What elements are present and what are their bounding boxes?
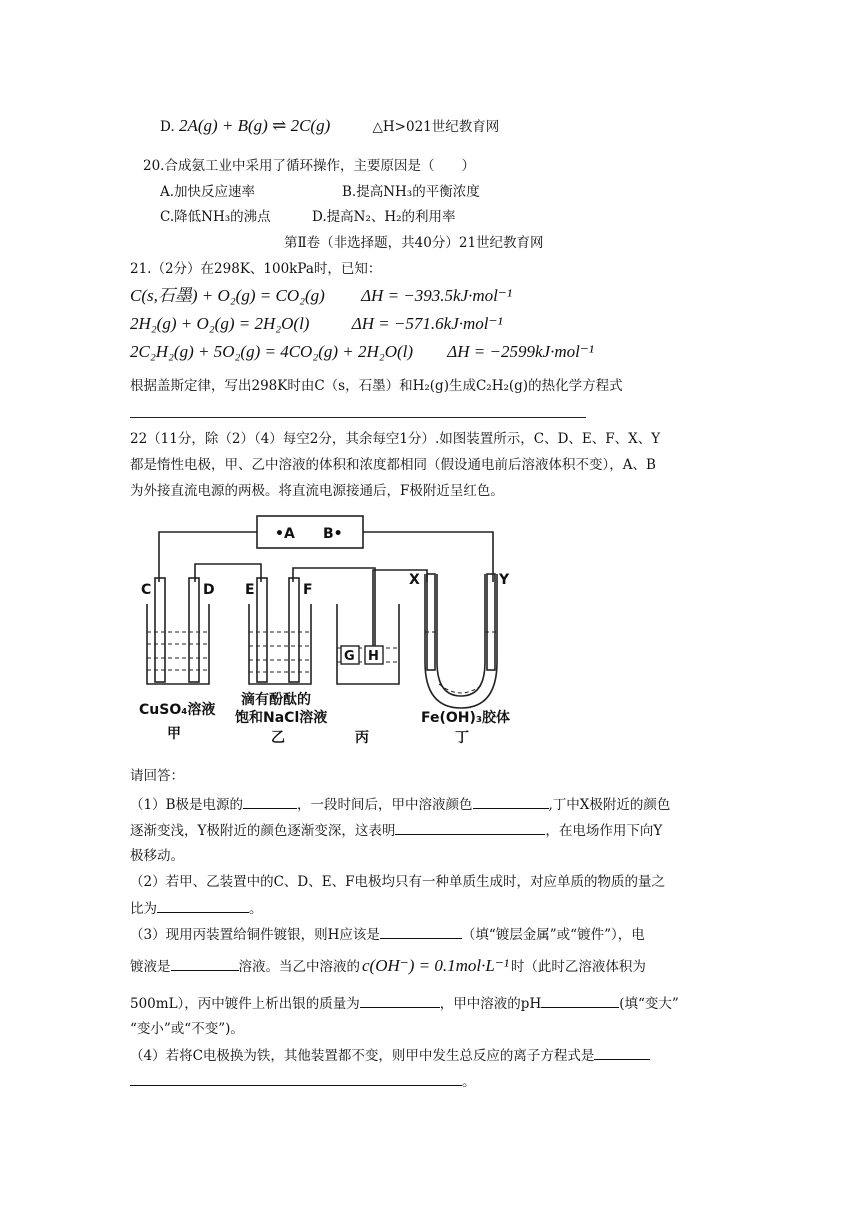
electrode-x: [427, 574, 435, 670]
q22-part4-text-b: 。: [462, 1074, 476, 1090]
cell-ding-solution-label: Fe(OH)₃胶体: [421, 710, 511, 726]
electrode-d: [189, 578, 199, 682]
q22-part2-line2: [130, 898, 263, 919]
q22-part2-line1: （2）若甲、乙装置中的C、D、E、F电极均只有一种单质生成时，对应单质的物质的量之: [130, 874, 665, 890]
electrode-e: [257, 578, 267, 682]
q22-part3-text-a: （3）现用丙装置给铜件镀银，则H应该是: [130, 927, 380, 943]
q22-part1-blank-1[interactable]: [243, 794, 297, 809]
q22-part3-line3: [130, 993, 679, 1014]
electrode-label-d: D: [203, 582, 215, 598]
q21-eq3-enthalpy: ΔH = −2599kJ·mol⁻¹: [447, 342, 594, 361]
electrode-label-g: G: [344, 649, 355, 664]
q20-option-d: D.提高N₂、H₂的利用率: [312, 209, 456, 225]
q22-part3-blank-1[interactable]: [380, 924, 462, 939]
q22-part1-text-b: ，一段时间后，甲中溶液颜色: [297, 797, 473, 813]
electrode-f: [289, 578, 299, 682]
q22-please-answer: 请回答：: [130, 768, 184, 784]
q22-part3-text-b: （填“镀层金属”或“镀件”），电: [461, 927, 645, 943]
q22-part4-line1: [130, 1045, 650, 1066]
q22-part3-blank-3[interactable]: [360, 993, 440, 1008]
cell-bing-beaker: [337, 604, 399, 684]
q21-answer-line[interactable]: [130, 417, 586, 418]
q21-eq1-enthalpy: ΔH = −393.5kJ·mol⁻¹: [361, 286, 512, 305]
q19-option-d-equation: 2A(g) + B(g) ⇌ 2C(g): [178, 116, 331, 135]
q22-part1-text-d: 逐渐变浅，Y极附近的颜色逐渐变深，这表明: [130, 823, 396, 839]
q22-part1-text-c: ,丁中X极附近的颜色: [548, 797, 671, 813]
q21-eq1: [130, 285, 512, 307]
q22-part2-blank[interactable]: [157, 898, 249, 913]
q22-part3-text-g: ，甲中溶液的pH: [439, 996, 542, 1012]
cell-yi-name: 乙: [271, 730, 285, 746]
q22-part2-text-b: 比为: [130, 901, 157, 917]
q22-part1-blank-2[interactable]: [473, 794, 549, 809]
cell-jia-name: 甲: [167, 726, 181, 742]
q20-option-a: A.加快反应速率: [160, 184, 256, 200]
q22-part3-text-f: 500mL），丙中镀件上析出银的质量为: [130, 996, 360, 1012]
wire-left: [159, 532, 257, 582]
q22-part1-line1: [130, 794, 670, 815]
q22-part4-blank-1[interactable]: [594, 1045, 650, 1060]
q22-part1-blank-3[interactable]: [395, 820, 545, 835]
wire-f-g: [293, 568, 375, 652]
cell-jia-solution-label: CuSO₄溶液: [139, 702, 216, 718]
power-label-a: •A: [275, 526, 295, 542]
q22-part1-line3: 极移动。: [130, 848, 184, 864]
electrode-label-y: Y: [499, 572, 510, 588]
q22-line3: 为外接直流电源的两极。将直流电源接通后，F极附近呈红色。: [130, 483, 504, 499]
q22-part3-formula: c(OH⁻) = 0.1mol·L⁻¹: [362, 956, 509, 975]
q22-line2: 都是惰性电极，甲、乙中溶液的体积和浓度都相同（假设通电前后溶液体积不变），A、B: [130, 457, 656, 473]
q22-part4-line2: [130, 1071, 476, 1092]
cell-yi-solution-label-1: 滴有酚酞的: [241, 692, 311, 708]
q22-part1-line2: [130, 820, 662, 841]
q21-eq3-formula: 2C₂H₂(g) + 5O₂(g) = 4CO₂(g) + 2H₂O(l): [130, 342, 414, 361]
electrode-label-h: H: [368, 649, 379, 664]
cell-yi-solution-label-2: 饱和NaCl溶液: [235, 710, 328, 726]
q22-part3-text-e: 时（此时乙溶液体积为: [510, 959, 646, 975]
q22-part3-text-d: 溶液。当乙中溶液的: [238, 959, 360, 975]
q22-part1-text-a: （1）B极是电源的: [130, 797, 244, 813]
electrode-label-e: E: [245, 582, 255, 598]
electrode-label-x: X: [409, 572, 420, 588]
q19-option-d-label: D.: [160, 119, 175, 135]
electrode-c: [155, 578, 165, 682]
electrode-label-f: F: [303, 582, 313, 598]
q21-eq2-formula: 2H₂(g) + O₂(g) = 2H₂O(l): [130, 314, 310, 333]
q22-part3-text-h: (填“变大”: [619, 996, 679, 1012]
q19-option-d-condition: △H>021世纪教育网: [372, 119, 500, 135]
q21-eq3: [130, 341, 594, 363]
q22-part1-text-e: ，在电场作用下向Y: [545, 823, 663, 839]
q21-eq1-formula: C(s,石墨) + O₂(g) = CO₂(g): [130, 286, 325, 305]
q21-stem: 21.（2分）在298K、100kPa时，已知：: [130, 261, 382, 277]
electrode-label-c: C: [141, 582, 152, 598]
q22-part3-line2: [130, 956, 646, 977]
q21-eq2-enthalpy: ΔH = −571.6kJ·mol⁻¹: [351, 314, 503, 333]
q22-part3-text-c: 镀液是: [130, 959, 171, 975]
q22-part3-line4: “变小”或“不变”)。: [130, 1021, 244, 1037]
q22-part4-text-a: （4）若将C电极换为铁，其他装置都不变，则甲中发生总反应的离子方程式是: [130, 1048, 595, 1064]
cell-bing-name: 丙: [355, 730, 369, 746]
q21-eq2: [130, 313, 503, 335]
power-supply-box: [257, 516, 363, 548]
q19-option-d: [160, 116, 499, 137]
q22-part3-line1: [130, 924, 645, 945]
section-title: 第Ⅱ卷（非选择题，共40分）21世纪教育网: [284, 235, 544, 251]
electrode-y: [487, 574, 495, 670]
cell-ding-name: 丁: [455, 730, 469, 746]
power-label-b: B•: [323, 526, 343, 542]
q22-part2-text-c: 。: [249, 901, 263, 917]
q21-ask: 根据盖斯定律，写出298K时由C（s，石墨）和H₂(g)生成C₂H₂(g)的热化学方程式: [130, 378, 623, 394]
q20-option-c: C.降低NH₃的沸点: [160, 209, 271, 225]
wire-d-e: [195, 564, 261, 582]
cell-ding-u-tube-inner: [437, 574, 485, 696]
q22-part3-blank-2[interactable]: [171, 956, 239, 971]
q22-part4-blank-2[interactable]: [130, 1071, 462, 1086]
q20-stem: 20.合成氨工业中采用了循环操作，主要原因是（ ）: [143, 158, 475, 174]
q22-part3-blank-4[interactable]: [541, 993, 619, 1008]
q22-line1: 22（11分，除（2）（4）每空2分，其余每空1分）.如图装置所示，C、D、E、F、X、Y: [130, 431, 661, 447]
electrolysis-apparatus-diagram: [137, 512, 557, 750]
q20-option-b: B.提高NH₃的平衡浓度: [342, 184, 480, 200]
